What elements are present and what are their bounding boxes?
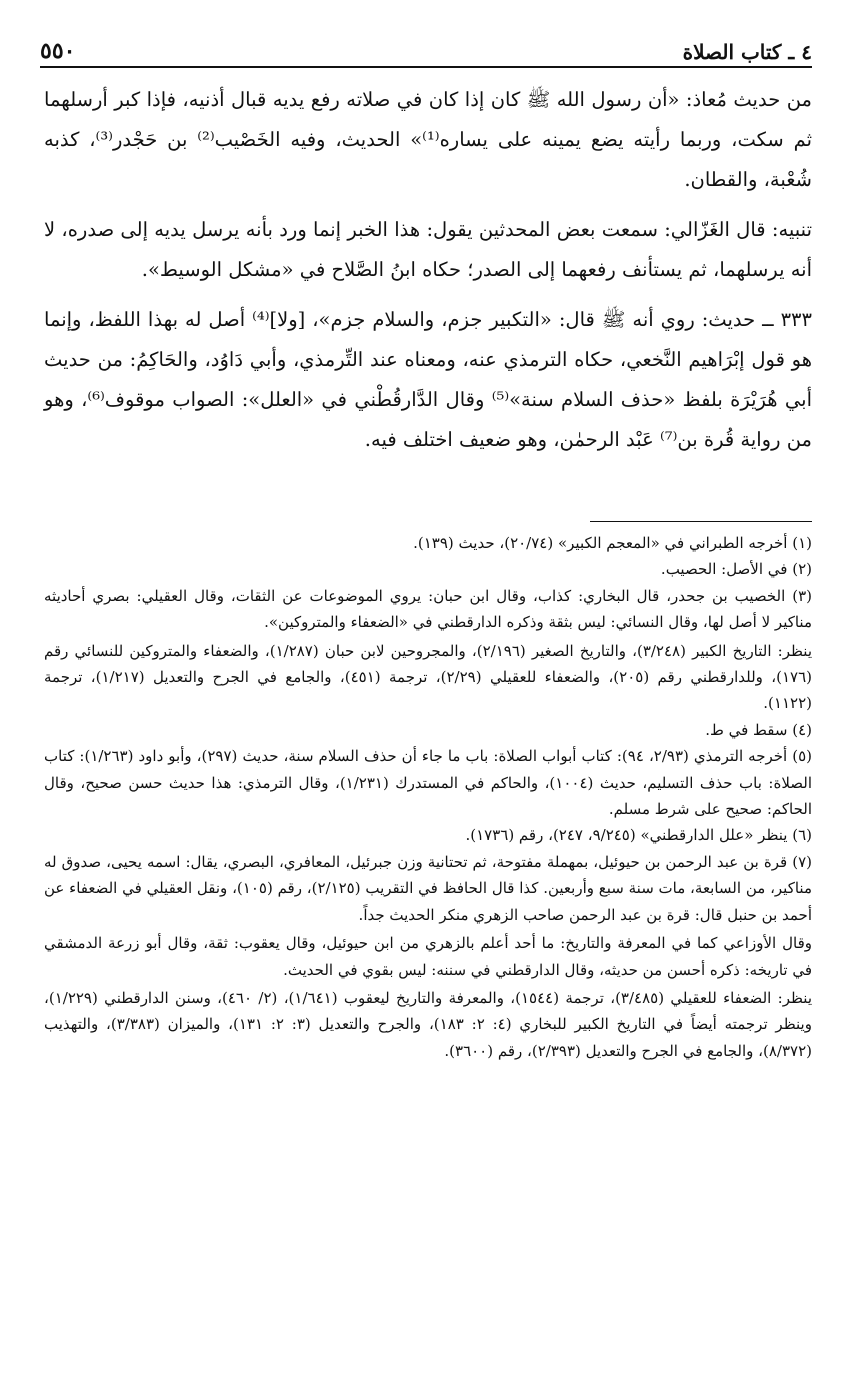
page-header	[40, 28, 812, 68]
page-number: ٥٥٠	[40, 38, 76, 64]
paragraph-tanbih: تنبيه: قال الغَزّالي: سمعت بعض المحدثين يقول: هذا الخبر إنما ورد بأنه يرسل يديه إلى صدره، لا أنه يرسلهما، ثم يستأنف رفعهما إلى الصدر؛ حكاه ابنُ الصَّلاح في «مشكل الوسيط».	[44, 218, 812, 281]
footnote-4: (٤) سقط في ط.	[705, 720, 812, 739]
footnote-7-references: ينظر: الضعفاء للعقيلي (٣/٤٨٥)، ترجمة (١٥٤٤)، والمعرفة والتاريخ ليعقوب (١/٦٤١)، (٢/ ٤٦٠)، وسنن الدارقطني (١/٢٢٩)، وينظر ترجمته أيضاً في التاريخ الكبير للبخاري (٤: ٢: ١٨٣)، والجرح والتعديل (٣: ٢: ١٣١)، والميزان (٣/٣٨٣)، والتهذيب (٨/٣٧٢)، والجامع في الجرح والتعديل (٢/٣٩٣)، رقم (٣٦٠٠).	[44, 988, 812, 1060]
chapter-title: ٤ ـ كتاب الصلاة	[682, 40, 812, 64]
footnote-7-awzai: وقال الأوزاعي كما في المعرفة والتاريخ: ما أحد أعلم بالزهري من ابن حيوئيل، وقال يعقوب: ثقة، وقال أبو زرعة الدمشقي في تاريخه: ذكره أحسن من حديثه، وقال الدارقطني في سننه: ليس بقوي في الحديث.	[44, 934, 812, 979]
paragraph-muadh-hadith: من حديث مُعاذ: «أن رسول الله ﷺ كان إذا كان في صلاته رفع يديه قبال أذنيه، فإذا كبر أرسلهما ثم سكت، وربما رأيته يضع يمينه على يساره⁽¹⁾» الحديث، وفيه الخَصْيب⁽²⁾ بن حَجْدر⁽³⁾، كذبه شُعْبة، والقطان.	[44, 88, 812, 191]
main-text	[44, 80, 812, 470]
footnote-separator	[590, 521, 812, 522]
footnote-5: (٥) أخرجه الترمذي (٢/٩٣، ٩٤): كتاب أبواب الصلاة: باب ما جاء أن حذف السلام سنة، حديث (٢٩٧)، وأبو داود (١/٢٦٣): كتاب الصلاة: باب حذف التسليم، حديث (١٠٠٤)، والحاكم في المستدرك (١/٢٣١)، وقال الترمذي: هذا حديث حسن صحيح، وقال الحاكم: صحيح على شرط مسلم.	[44, 747, 813, 819]
footnote-3: (٣) الخصيب بن جحدر، قال البخاري: كذاب، وقال ابن حبان: يروي الموضوعات عن الثقات، وقال العقيلي: بصري أحاديثه مناكير لا أصل لها، وقال النسائي: ليس بثقة وذكره الدارقطني في «الضعفاء والمتروكين».	[44, 586, 812, 632]
footnotes	[44, 530, 812, 1064]
footnote-6: (٦) ينظر «علل الدارقطني» (٩/٢٤٥، ٢٤٧)، رقم (١٧٣٦).	[465, 826, 812, 845]
footnote-3-references: ينظر: التاريخ الكبير (٣/٢٤٨)، والتاريخ الصغير (٢/١٩٦)، والمجروحين لابن حبان (١/٢٨٧)، والضعفاء والمتروكين للنسائي رقم (١٧٦)، وللدارقطني رقم (٢٠٥)، والضعفاء للعقيلي (٢/٢٩)، ترجمة (٤٥١)، والجامع في الجرح والتعديل (١/٢١٧)، ترجمة (١١٢٢).	[44, 641, 812, 713]
paragraph-hadith-333: ٣٣٣ ــ حديث: روي أنه ﷺ قال: «التكبير جزم، والسلام جزم»، [ولا]⁽⁴⁾ أصل له بهذا اللفظ، وإنما هو قول إبْرَاهيم النَّخعي، حكاه الترمذي عنه، ومعناه عند التِّرمذي، وأبي دَاوُد، والحَاكِمُ: من حديث أبي هُرَيْرَة بلفظ «حذف السلام سنة»⁽⁵⁾ وقال الدَّارقُطْني في «العلل»: الصواب موقوف⁽⁶⁾، وهو من رواية قُرة بن⁽⁷⁾ عَبْد الرحمٰن، وهو ضعيف اختلف فيه.	[44, 308, 812, 451]
footnote-7: (٧) قرة بن عبد الرحمن بن حيوئيل، بمهملة مفتوحة، ثم تحتانية وزن جبرئيل، المعافري، البصري، يقال: اسمه يحيى، صدوق له مناكير، من السابعة، مات سنة سبع وأربعين. كذا قال الحافظ في التقريب (٢/١٢٥)، رقم (١٠٥)، ونقل العقيلي في الضعفاء عن أحمد بن حنبل قال: قرة بن عبد الرحمن صاحب الزهري منكر الحديث جداً.	[44, 852, 812, 924]
footnote-1: (١) أخرجه الطبراني في «المعجم الكبير» (٢٠/٧٤)، حديث (١٣٩).	[413, 534, 812, 552]
footnote-2: (٢) في الأصل: الحصيب.	[660, 560, 812, 579]
